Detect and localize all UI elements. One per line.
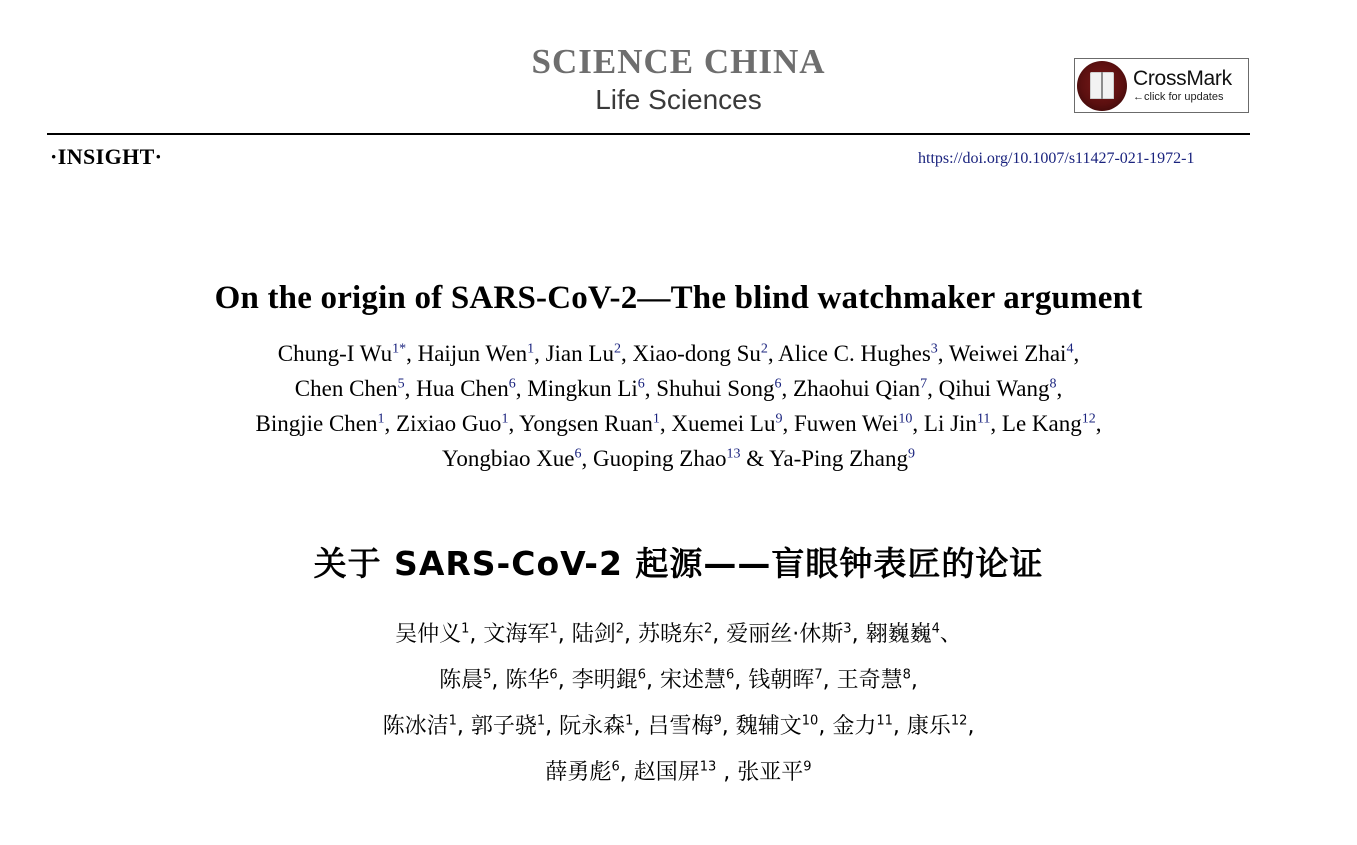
author-name: 魏辅文 bbox=[735, 714, 802, 739]
author-name: Jian Lu bbox=[545, 341, 614, 366]
author-name: 李明錕 bbox=[571, 668, 638, 693]
author-name: Hua Chen bbox=[416, 376, 509, 401]
author-name: Shuhui Song bbox=[656, 376, 775, 401]
author-name: Weiwei Zhai bbox=[948, 341, 1067, 366]
author-separator: , bbox=[822, 668, 837, 693]
author-affiliation-marker: 1 bbox=[536, 713, 546, 729]
author-separator: , bbox=[508, 411, 520, 436]
author-name: 苏晓东 bbox=[638, 622, 705, 647]
author-separator: & bbox=[740, 446, 770, 471]
author-separator: , bbox=[646, 668, 660, 693]
author-line bbox=[178, 704, 1179, 750]
author-name: Xuemei Lu bbox=[671, 411, 776, 436]
author-separator: , bbox=[557, 668, 572, 693]
author-affiliation-marker: 6 bbox=[549, 667, 558, 683]
author-separator: , bbox=[557, 622, 572, 647]
author-name: 陆剑 bbox=[571, 622, 616, 647]
author-name: 陈冰洁 bbox=[382, 714, 449, 739]
author-affiliation-marker: 11 bbox=[976, 411, 991, 427]
author-name: Chung-I Wu bbox=[277, 341, 393, 366]
author-name: Xiao-dong Su bbox=[632, 341, 761, 366]
author-separator: , bbox=[782, 411, 794, 436]
author-name: 文海军 bbox=[483, 622, 550, 647]
author-name: 薛勇彪 bbox=[545, 760, 612, 785]
author-separator: , bbox=[534, 341, 546, 366]
author-affiliation-marker: 1 bbox=[448, 713, 457, 729]
page-title: On the origin of SARS-CoV-2—The blind watchmaker argument bbox=[214, 280, 1143, 316]
journal-title: SCIENCE CHINA bbox=[531, 42, 826, 81]
doi-link[interactable]: https://doi.org/10.1007/s11427-021-1972-1 bbox=[918, 150, 1195, 167]
header-divider bbox=[47, 133, 1250, 135]
author-name: Guoping Zhao bbox=[593, 446, 727, 471]
author-separator: , bbox=[545, 714, 560, 739]
author-name: 吴仲义 bbox=[395, 622, 462, 647]
author-name: Qihui Wang bbox=[938, 376, 1050, 401]
author-name: Mingkun Li bbox=[527, 376, 638, 401]
author-affiliation-marker: 2 bbox=[615, 621, 624, 637]
author-separator: , bbox=[659, 411, 672, 436]
author-affiliation-marker: 1 bbox=[549, 621, 558, 637]
author-line bbox=[108, 441, 1249, 476]
author-affiliation-marker: 3 bbox=[843, 621, 852, 637]
author-name: 宋述慧 bbox=[660, 668, 727, 693]
author-affiliation-marker: 1 bbox=[461, 621, 470, 637]
author-name: Le Kang bbox=[1001, 411, 1082, 436]
author-affiliation-marker: 11 bbox=[876, 713, 893, 729]
author-separator: , bbox=[937, 341, 949, 366]
author-separator: , bbox=[469, 622, 484, 647]
author-name: Fuwen Wei bbox=[793, 411, 899, 436]
author-separator: , bbox=[910, 668, 918, 693]
author-affiliation-marker: 9 bbox=[803, 759, 812, 775]
author-separator: , bbox=[406, 341, 418, 366]
author-separator: , bbox=[620, 341, 633, 366]
author-name: Yongsen Ruan bbox=[519, 411, 653, 436]
author-separator: , bbox=[633, 714, 648, 739]
author-affiliation-marker: 1* bbox=[392, 341, 407, 357]
author-affiliation-marker: 5 bbox=[397, 376, 405, 392]
author-affiliation-marker: 6 bbox=[574, 446, 582, 462]
author-name: Bingjie Chen bbox=[255, 411, 378, 436]
author-separator: , bbox=[581, 446, 594, 471]
author-list-en bbox=[108, 336, 1249, 476]
author-name: 爱丽丝·休斯 bbox=[726, 622, 844, 647]
author-name: 赵国屏 bbox=[633, 760, 700, 785]
author-name: 康乐 bbox=[906, 714, 951, 739]
crossmark-badge[interactable] bbox=[1074, 58, 1249, 113]
author-affiliation-marker: 6 bbox=[611, 759, 620, 775]
author-name: Zhaohui Qian bbox=[793, 376, 921, 401]
author-separator: , bbox=[734, 668, 749, 693]
author-affiliation-marker: 2 bbox=[760, 341, 768, 357]
author-separator: , bbox=[716, 760, 738, 785]
author-separator: , bbox=[818, 714, 833, 739]
author-affiliation-marker: 6 bbox=[726, 667, 735, 683]
author-separator: , bbox=[384, 411, 397, 436]
author-name: 吕雪梅 bbox=[647, 714, 714, 739]
author-separator: , bbox=[721, 714, 736, 739]
author-line bbox=[178, 658, 1179, 704]
author-affiliation-marker: 7 bbox=[920, 376, 928, 392]
author-affiliation-marker: 10 bbox=[801, 713, 819, 729]
author-separator: , bbox=[644, 376, 657, 401]
author-separator: , bbox=[1073, 341, 1080, 366]
author-affiliation-marker: 12 bbox=[1081, 411, 1096, 427]
author-separator: 、 bbox=[939, 622, 962, 647]
author-affiliation-marker: 8 bbox=[1049, 376, 1057, 392]
author-affiliation-marker: 4 bbox=[931, 621, 940, 637]
author-name: Chen Chen bbox=[294, 376, 398, 401]
author-affiliation-marker: 1 bbox=[652, 411, 660, 427]
author-affiliation-marker: 2 bbox=[613, 341, 621, 357]
author-name: Alice C. Hughes bbox=[778, 341, 931, 366]
author-list-cn bbox=[178, 612, 1179, 796]
journal-subtitle: Life Sciences bbox=[595, 83, 762, 115]
author-name: Zixiao Guo bbox=[396, 411, 502, 436]
author-name: 陈华 bbox=[505, 668, 550, 693]
crossmark-text bbox=[1133, 68, 1232, 104]
author-affiliation-marker: 1 bbox=[501, 411, 509, 427]
author-affiliation-marker: 1 bbox=[377, 411, 385, 427]
author-separator: , bbox=[619, 760, 634, 785]
crossmark-label: CrossMark bbox=[1133, 66, 1232, 90]
author-name: 张亚平 bbox=[737, 760, 804, 785]
author-name: 陈晨 bbox=[439, 668, 484, 693]
author-separator: , bbox=[404, 376, 417, 401]
crossmark-update-label: ←click for updates bbox=[1133, 90, 1224, 103]
author-separator: , bbox=[491, 668, 506, 693]
author-line bbox=[178, 750, 1179, 796]
author-name: 钱朝晖 bbox=[748, 668, 815, 693]
author-separator: , bbox=[892, 714, 907, 739]
section-label: ·INSIGHT· bbox=[50, 144, 163, 169]
author-line bbox=[108, 371, 1249, 406]
author-affiliation-marker: 13 bbox=[726, 446, 741, 462]
author-affiliation-marker: 3 bbox=[930, 341, 938, 357]
author-affiliation-marker: 12 bbox=[950, 713, 968, 729]
author-line bbox=[108, 406, 1249, 441]
page-title-chinese: 关于 SARS-CoV-2 起源——盲眼钟表匠的论证 bbox=[313, 544, 1044, 583]
author-affiliation-marker: 13 bbox=[699, 759, 717, 775]
author-separator: , bbox=[967, 714, 975, 739]
author-name: Li Jin bbox=[923, 411, 977, 436]
author-name: Ya-Ping Zhang bbox=[769, 446, 908, 471]
author-affiliation-marker: 1 bbox=[625, 713, 634, 729]
author-name: 金力 bbox=[832, 714, 877, 739]
author-affiliation-marker: 7 bbox=[814, 667, 823, 683]
author-separator: , bbox=[851, 622, 866, 647]
author-affiliation-marker: 9 bbox=[775, 411, 783, 427]
author-separator: , bbox=[624, 622, 638, 647]
author-affiliation-marker: 10 bbox=[898, 411, 913, 427]
author-affiliation-marker: 6 bbox=[637, 376, 645, 392]
author-affiliation-marker: 8 bbox=[902, 667, 911, 683]
author-separator: , bbox=[781, 376, 794, 401]
author-name: 郭子骁 bbox=[470, 714, 537, 739]
author-line bbox=[178, 612, 1179, 658]
author-separator: , bbox=[1056, 376, 1063, 401]
author-line bbox=[108, 336, 1249, 371]
author-affiliation-marker: 4 bbox=[1066, 341, 1074, 357]
author-affiliation-marker: 6 bbox=[508, 376, 516, 392]
author-separator: , bbox=[515, 376, 528, 401]
author-affiliation-marker: 9 bbox=[713, 713, 722, 729]
author-separator: , bbox=[927, 376, 939, 401]
author-affiliation-marker: 5 bbox=[483, 667, 492, 683]
author-name: 王奇慧 bbox=[836, 668, 903, 693]
author-affiliation-marker: 6 bbox=[774, 376, 782, 392]
author-affiliation-marker: 2 bbox=[704, 621, 713, 637]
author-separator: , bbox=[767, 341, 779, 366]
author-separator: , bbox=[1095, 411, 1102, 436]
author-separator: , bbox=[456, 714, 471, 739]
author-separator: , bbox=[712, 622, 727, 647]
author-separator: , bbox=[990, 411, 1002, 436]
author-name: Yongbiao Xue bbox=[442, 446, 575, 471]
author-name: 翱巍巍 bbox=[865, 622, 932, 647]
author-affiliation-marker: 6 bbox=[637, 667, 646, 683]
author-name: Haijun Wen bbox=[417, 341, 528, 366]
author-affiliation-marker: 9 bbox=[907, 446, 915, 462]
crossmark-logo-icon bbox=[1077, 61, 1127, 111]
author-separator: , bbox=[912, 411, 924, 436]
author-affiliation-marker: 1 bbox=[527, 341, 535, 357]
author-name: 阮永森 bbox=[559, 714, 626, 739]
